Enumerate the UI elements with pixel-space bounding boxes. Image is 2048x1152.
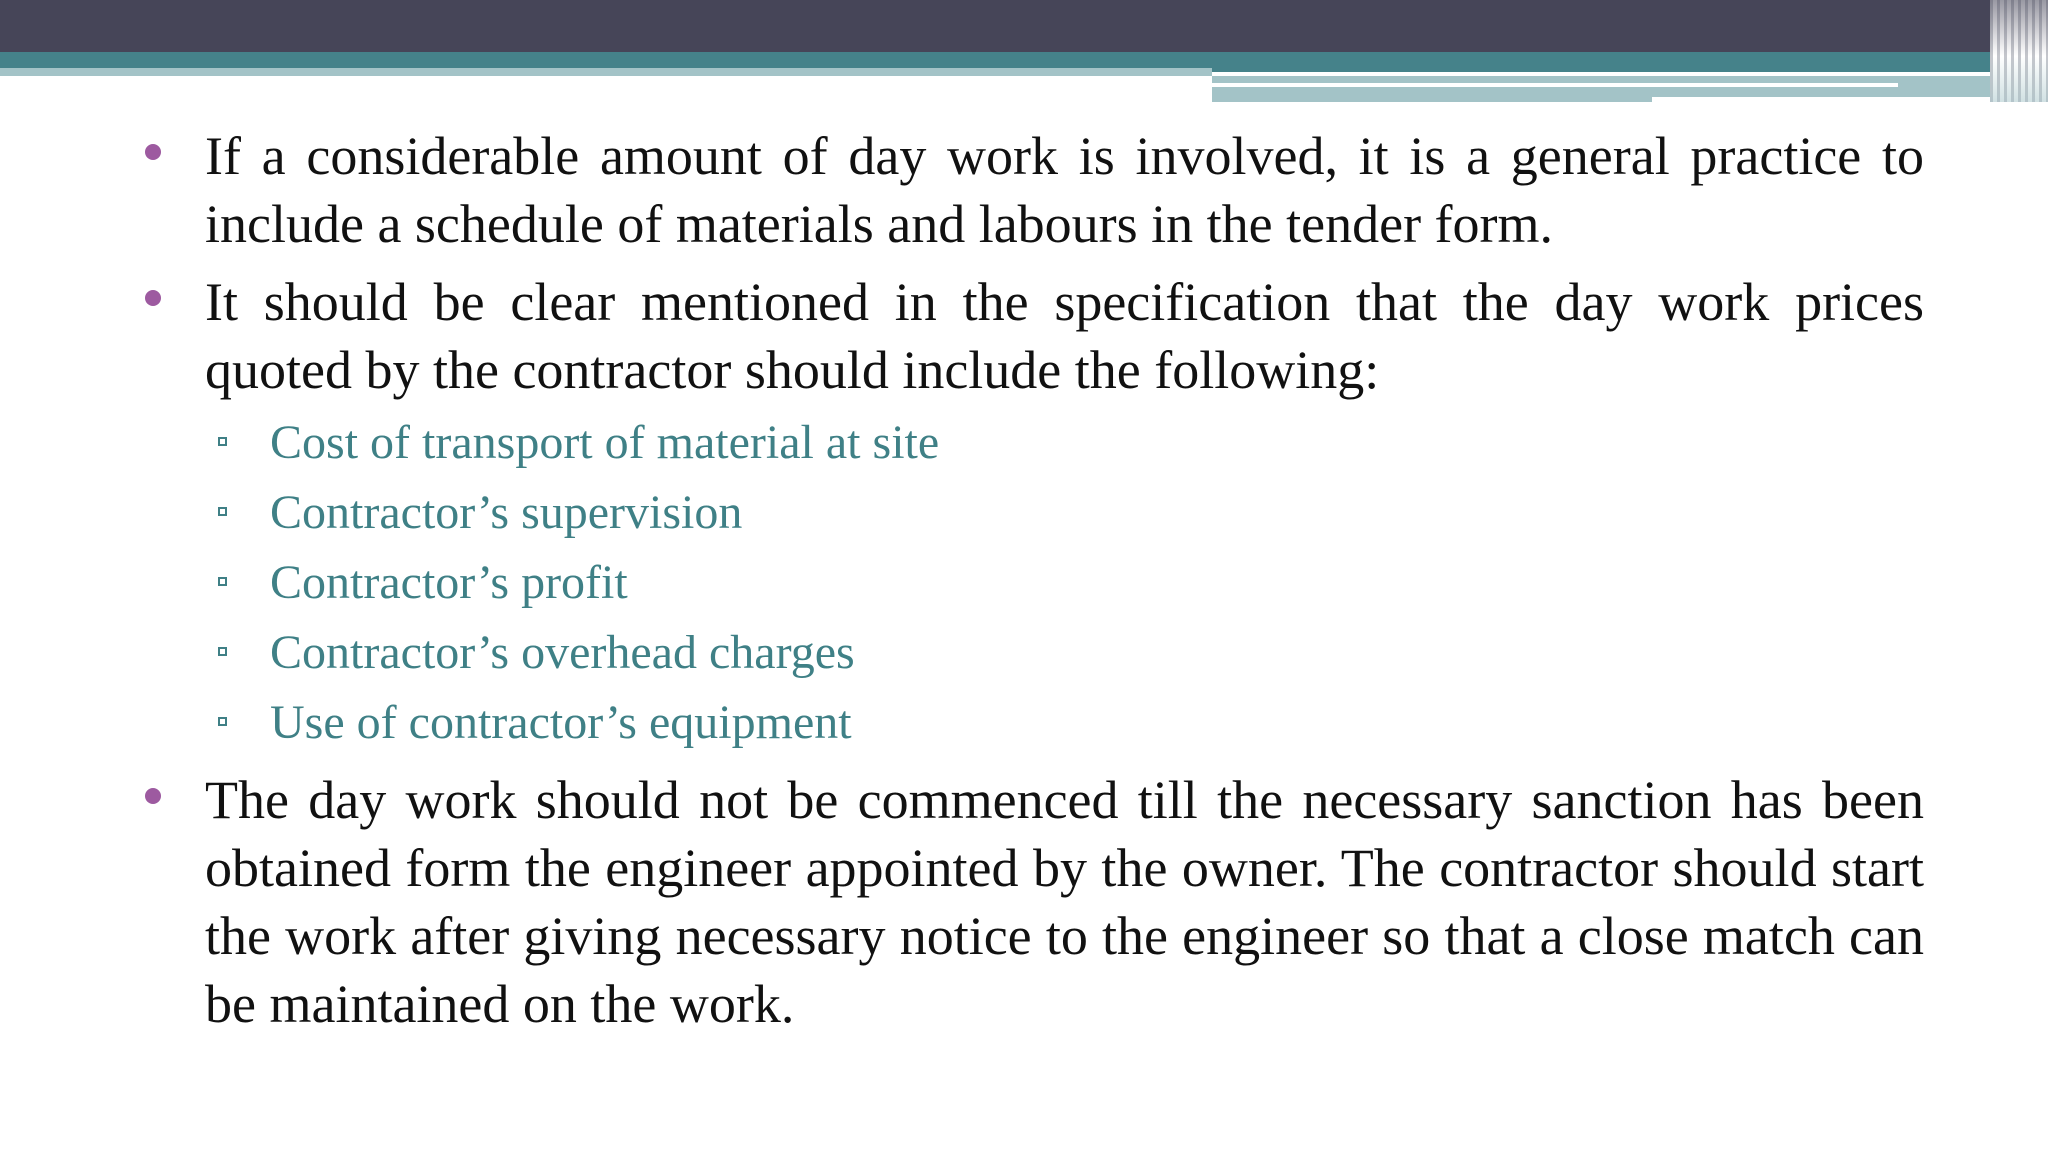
header-white-gap [1652,97,2048,102]
bullet-dot-icon [145,788,161,804]
header-band-dark [0,0,2048,52]
bullet-text-2: It should be clear mentioned in the specification that the day work prices quoted by the contractor should include the following: [205,272,1924,400]
sub-item-text-2: Contractor’s supervision [270,486,743,539]
bullet-dot-icon [145,144,161,160]
bullet-item-3 [205,766,1924,1038]
header-edge-stripes-fade [1990,0,2048,102]
sub-item-text-1: Cost of transport of material at site [270,416,940,469]
bullet-dot-icon [145,290,161,306]
sub-item-1 [270,408,2048,478]
sub-item-text-5: Use of contractor’s equipment [270,696,852,749]
square-bullet-icon [218,647,227,656]
bullet-item-2 [205,268,1924,404]
sub-item-4 [270,618,2048,688]
header-band-light-left [0,68,1212,76]
slide-content [0,122,2048,1038]
sub-item-2 [270,478,2048,548]
header-white-line [1212,83,1898,87]
sub-item-5 [270,688,2048,758]
square-bullet-icon [218,577,227,586]
sub-list [270,408,2048,758]
bullet-text-1: If a considerable amount of day work is involved, it is a general practice to include a schedule of materials and labours in the tender form. [205,126,1924,254]
bullet-item-1 [205,122,1924,258]
bullet-text-3: The day work should not be commenced till the necessary sanction has been obtained form the engineer appointed by the owner. The contractor should start the work after giving necessary notice to the engineer so that a close match can be maintained on the work. [205,770,1924,1034]
sub-item-text-3: Contractor’s profit [270,556,628,609]
sub-item-text-4: Contractor’s overhead charges [270,626,855,679]
square-bullet-icon [218,507,227,516]
square-bullet-icon [218,717,227,726]
square-bullet-icon [218,437,227,446]
sub-item-3 [270,548,2048,618]
